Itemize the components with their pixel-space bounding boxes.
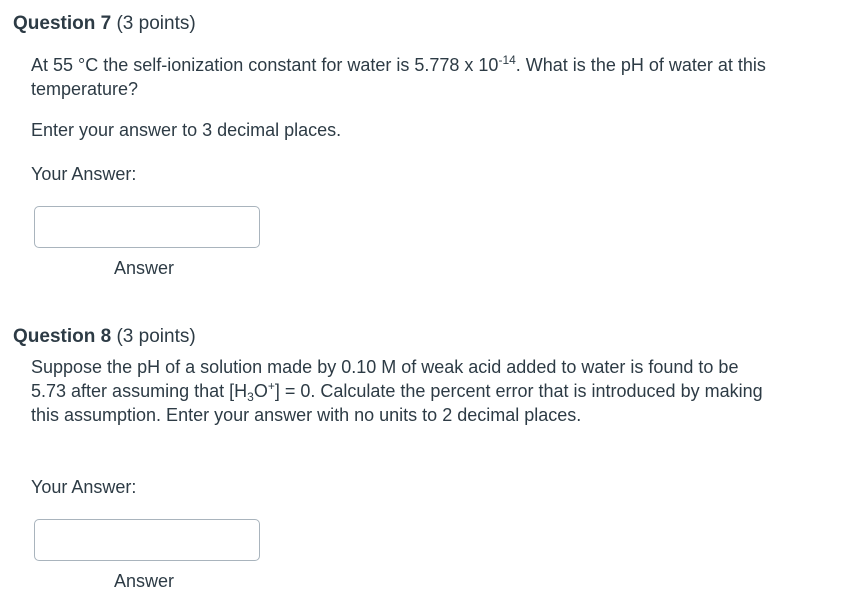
question-title: Question 8 (13, 326, 112, 347)
exponent: -14 (498, 53, 516, 67)
question-text (31, 53, 771, 101)
your-answer-label: Your Answer: (31, 477, 137, 497)
question-text-part1: Suppose the pH of a solution made by 0.10 M of weak acid added to water is found to be 5.73 after assuming that [H (31, 357, 739, 401)
subscript: 3 (247, 390, 254, 404)
question-points: (3 points) (116, 13, 196, 34)
question-text-part2: ] = 0. Calculate the percent error that is introduced by making this assumption. Enter your answer with no units to 2 decimal places. (31, 381, 763, 425)
question-title: Question 7 (13, 13, 112, 34)
question-header (13, 325, 196, 349)
question-text (31, 355, 771, 427)
your-answer-label: Your Answer: (31, 164, 137, 184)
question-instruction: Enter your answer to 3 decimal places. (31, 120, 342, 140)
answer-input[interactable] (34, 206, 260, 248)
superscript: + (267, 379, 275, 393)
question-header (13, 12, 196, 36)
question-text-part1: At 55 °C the self-ionization constant for water is 5.778 x 10 (31, 55, 499, 75)
answer-caption: Answer (114, 258, 175, 278)
question-points: (3 points) (116, 326, 196, 347)
answer-input[interactable] (34, 519, 260, 561)
question-text-part2: . What is the pH of water at this temperature? (31, 55, 766, 99)
question-text-mid: O (253, 381, 268, 401)
answer-caption: Answer (114, 571, 175, 591)
